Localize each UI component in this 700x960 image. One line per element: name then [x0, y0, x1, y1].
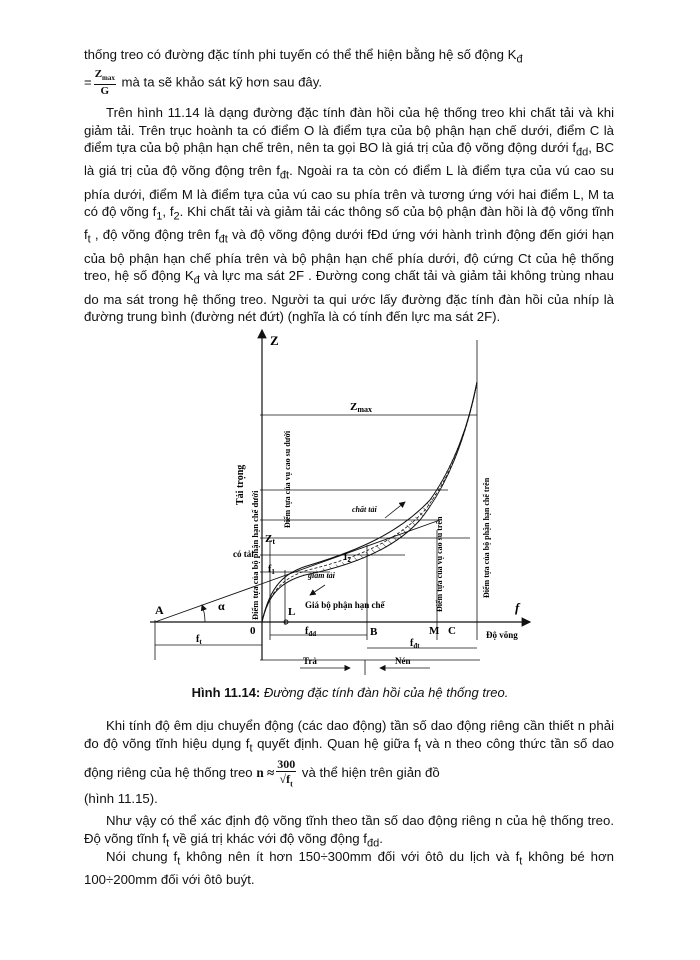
label-m: M [429, 625, 440, 637]
label-f2: $f_2$ [344, 552, 351, 564]
label-c: C [448, 625, 456, 637]
label-b: B [370, 626, 378, 638]
label-do-vong: Độ võng [486, 630, 518, 640]
vlabel-diem-tua-tren: Điểm tựa của bộ phận hạn chế trên [482, 477, 491, 598]
label-fdd: $f_{đd}$ [305, 626, 317, 638]
label-o: 0 [250, 625, 256, 637]
vlabel-tai-trong: Tải trọng [235, 464, 246, 505]
frequency-formula: n ≈ $\frac{300}{√f_t}$ [256, 756, 296, 789]
label-gia-bo-phan: Giá bộ phận hạn chế [305, 600, 385, 610]
paragraph-limits: Nói chung $f_t$ không nên ít hơn 150÷300mm đối với ôtô du lịch và $f_t$ không bé hơn 100÷200mm đối với ôtô buýt. [84, 849, 614, 888]
paragraph-frequency: Khi tính độ êm dịu chuyển động (các dao động) tần số dao động riêng cần thiết n phải đo độ võng tĩnh hiệu dụng $f_t$ quyết định. Quan hệ giữa $f_t$ và n theo công thức tần số dao động riêng của hệ thống treo n ≈ $\frac{300}{√f_t}$ và thể hiện trên giản đồ (hình 11.15). [84, 718, 614, 807]
label-f1: $f_1$ [268, 564, 275, 576]
paragraph-intro: thống treo có đường đặc tính phi tuyến có thể thể hiện bằng hệ số động $K_đ$ = $\frac{Z_{max}}{G}$ mà ta sẽ khảo sát kỹ hơn sau đây. [84, 47, 523, 98]
label-nen: Nén [395, 656, 411, 666]
label-co-tai: có tải [233, 549, 254, 559]
label-a: A [155, 603, 164, 617]
label-zmax: Zmax [350, 401, 373, 414]
loading-curve [262, 382, 477, 622]
paragraph-description: Trên hình 11.14 là dạng đường đặc tính đàn hồi của hệ thống treo khi chất tải và khi giảm tải. Trên trục hoành ta có điểm O là điểm tựa của bộ phận hạn chế dưới, điểm C là điểm tựa của bộ phận hạn chế trên, nên ta gọi BO là giá trị của độ võng động dưới $f_{đd}$, BC là giá trị của độ võng động trên $f_{đt}$. Ngoài ra ta còn có điểm L là điểm tựa của vú cao su phía dưới, điểm M là điểm tựa của vú cao su phía trên và tương ứng với hai điểm L, M ta có độ võng $f_1$, $f_2$. Khi chất tải và giảm tải các thông số của bộ phận đàn hồi là độ võng tĩnh $f_t$ , độ võng động trên $f_{đt}$ và độ võng động dưới fĐd ứng với hành trình động đến giới hạn của bộ phận hạn chế phía trên và bộ phận hạn chế phía dưới, độ cứng Ct của hệ thống treo, hệ số động $K_đ$ và lực ma sát 2F . Đường cong chất tải và giảm tải không trùng nhau do ma sát trong hệ thống treo. Người ta qui ước lấy đường đặc tính đàn hồi của nhíp là đường trung bình (đường nét đứt) (nghĩa là có tính đến lực ma sát 2F). [84, 105, 615, 325]
label-fdt: $f_{đt}$ [410, 638, 420, 650]
paragraph-static-deflection: Như vậy có thể xác định độ võng tĩnh theo tần số dao động riêng n của hệ thống treo. Độ võng tĩnh $f_t$ về giá trị khác với độ võng động $f_{đd}$. [84, 813, 614, 850]
figure-caption: Hình 11.14: Đường đặc tính đàn hồi của hệ thống treo. [191, 685, 509, 700]
unloading-curve [262, 382, 477, 622]
label-tra: Trả [303, 656, 317, 666]
label-z-axis: Z [270, 333, 279, 348]
mean-curve [262, 382, 477, 622]
vlabel-diem-tua-duoi: Điểm tựa của bộ phận hạn chế dưới [250, 490, 260, 620]
hysteresis-hatched-area [300, 382, 477, 575]
vlabel-vu-cao-su-duoi: Điểm tựa của vụ cao su dưới [283, 430, 292, 528]
label-l: L [288, 606, 296, 618]
label-chat-tai: chất tải [352, 505, 377, 514]
label-f-axis: f [515, 600, 520, 615]
line-A [155, 520, 440, 622]
label-zt: Zt [265, 533, 276, 546]
fraction-zmax-g: $\frac{Z_{max}}{G}$ [94, 68, 115, 98]
label-giam-tai: giảm tải [308, 571, 335, 580]
label-alpha: α [218, 599, 225, 613]
vlabel-vu-cao-su-tren: Điểm tựa của vụ cao su trên [435, 516, 444, 612]
label-ft: $f_t$ [196, 634, 202, 646]
elastic-characteristic-figure [0, 325, 700, 680]
